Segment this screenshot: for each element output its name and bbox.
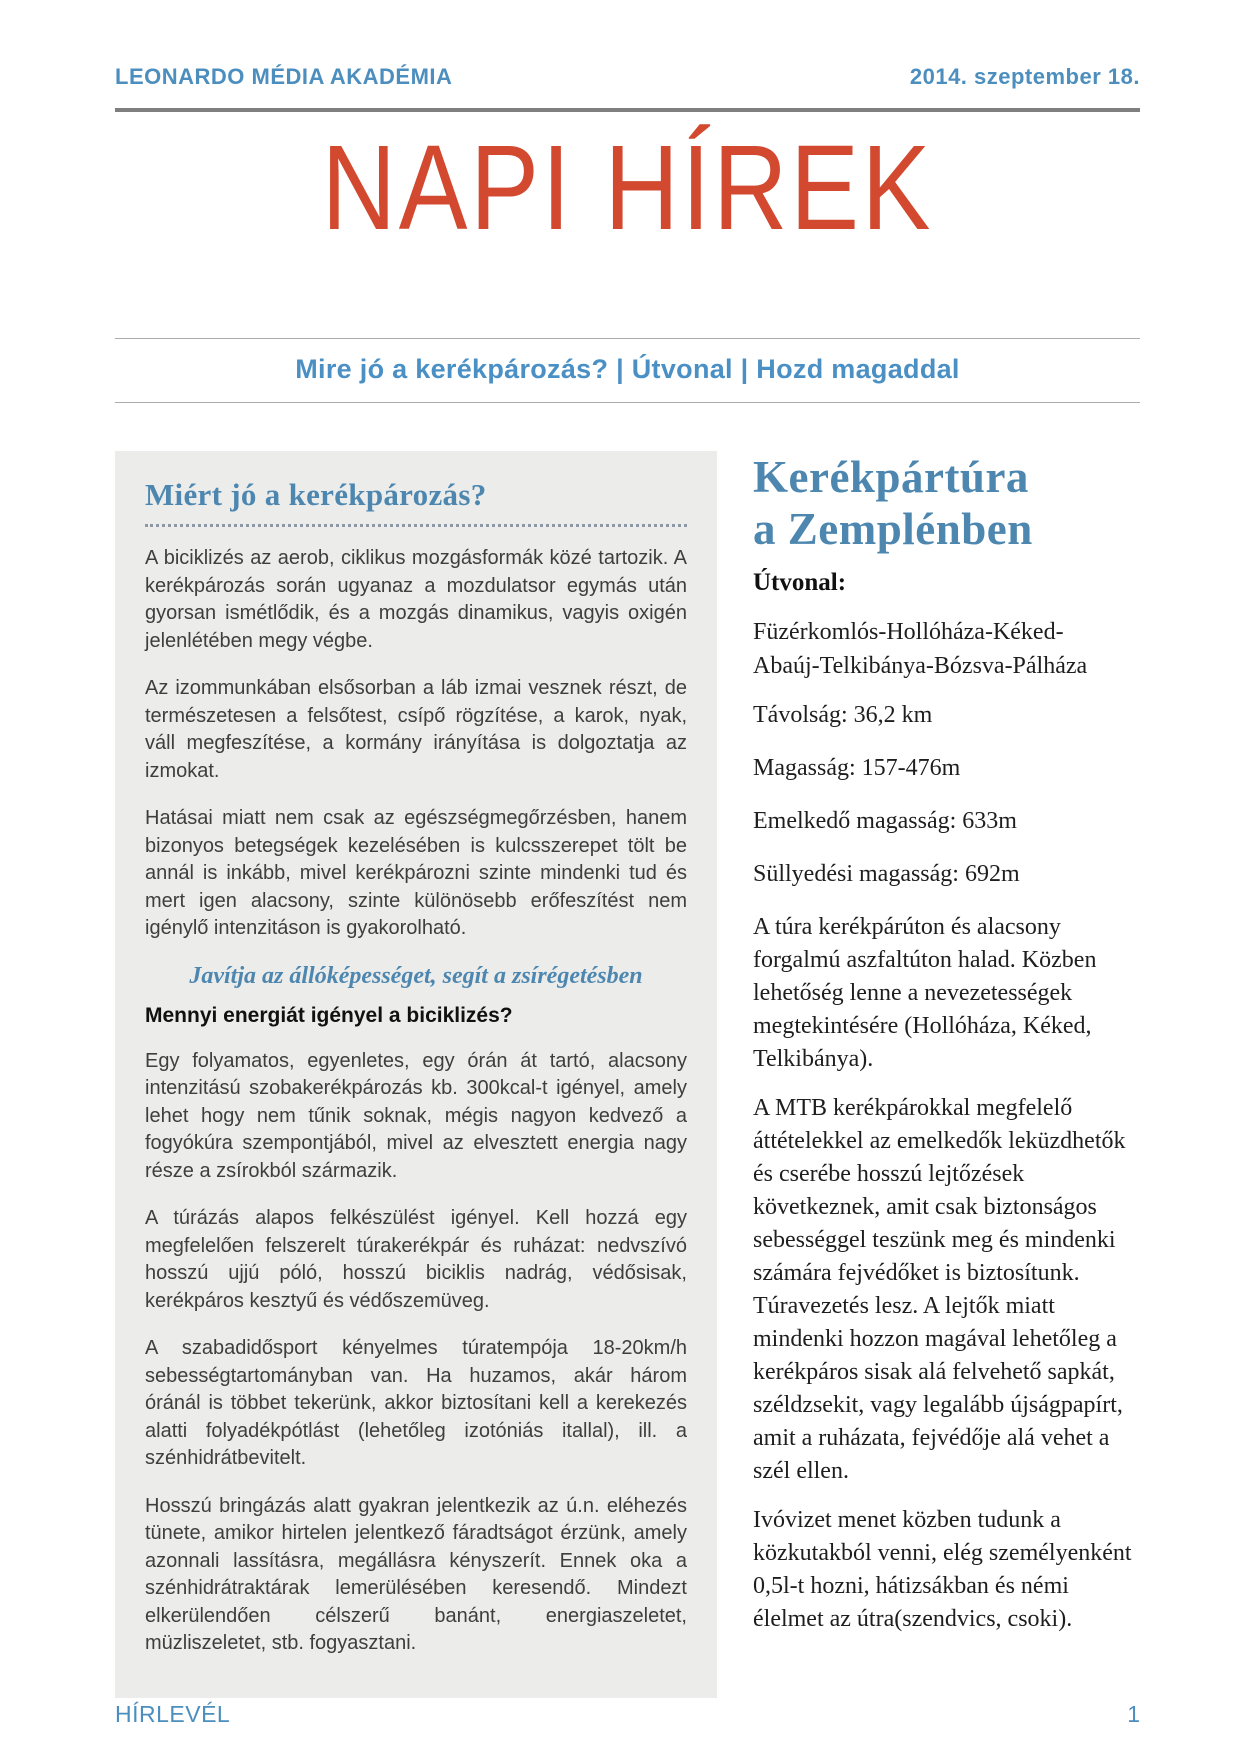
article-paragraph: Az izommunkában elsősorban a láb izmai vesznek részt, de természetesen a felsőtest, csípő rögzítése, a karok, nyak, váll megfeszítése, a kormány irányítása is dolgoztatja az izmokat. <box>145 677 687 782</box>
article-subheading: Mennyi energiát igényel a biciklizés? <box>145 1003 513 1027</box>
stat-ascent: Emelkedő magasság: 633m <box>753 808 1017 834</box>
masthead <box>115 119 1140 304</box>
stat-descent: Süllyedési magasság: 692m <box>753 861 1020 887</box>
page-header <box>115 0 1140 90</box>
pull-quote: Javítja az állóképességet, segít a zsírégetésben <box>189 962 643 989</box>
route-line: Abaúj-Telkibánya-Bózsva-Pálháza <box>753 653 1088 679</box>
stat-distance: Távolság: 36,2 km <box>753 702 933 728</box>
article-paragraph: Hosszú bringázás alatt gyakran jelentkezik az ú.n. eléhezés tünete, amikor hirtelen jelentkező fáradtságot érzünk, amely azonnali lassításra, megállásra kényszerít. Ennek oka a szénhidrátraktárak lemerülésében keresendő. Mindezt elkerülendően célszerű banánt, energiaszeletet, müzliszeletet, stb. fogyasztani. <box>145 1494 687 1654</box>
route-line: Füzérkomlós-Hollóháza-Kéked- <box>753 619 1064 645</box>
article-paragraph: A szabadidősport kényelmes túratempója 18-20km/h sebességtartományban van. Ha huzamos, akár három óránál is többet tekerünk, akkor biztosítani kell a kerekezés alatti folyadékpótlást (lehetőleg izotóniás itallal), ill. a szénhidrátbevitelt. <box>145 1337 687 1469</box>
sidebar-paragraph: Ivóvizet menet közben tudunk a közkutakból venni, elég személyenként 0,5l-t hozni, hátizsákban és némi élelmet az útra(szendvics, csoki). <box>753 1507 1132 1632</box>
article-heading: Miért jó a kerékpározás? <box>145 477 487 512</box>
article-paragraph: Egy folyamatos, egyenletes, egy órán át tartó, alacsony intenzitású szobakerékpározás kb. 300kcal-t igényel, amely lehet hogy nem tűnik soknak, mégis nagyon kedvező a fogyókúra szempontjából, mivel az elvesztett energia nagy része a zsírokból származik. <box>145 1049 687 1182</box>
heading-dotted-separator <box>145 524 687 527</box>
sidebar-paragraph: A túra kerékpárúton és alacsony forgalmú aszfaltúton halad. Közben lehetőség lenne a nevezetességek megtekintésére (Hollóháza, Kéked, Telkibánya). <box>753 914 1097 1072</box>
sidebar-article <box>753 451 1140 1698</box>
main-article <box>115 451 717 1698</box>
article-paragraph: A túrázás alapos felkészülést igényel. Kell hozzá egy megfelelően felszerelt túrakerékpár és ruházat: nedvszívó hosszú ujjú póló, hosszú biciklis nadrág, védősisak, kerékpáros kesztyű és védőszemüveg. <box>145 1207 687 1312</box>
article-paragraph: Hatásai miatt nem csak az egészségmegőrzésben, hanem bizonyos betegségek kezelésében is kulcsszerepet tölt be annál is inkább, mivel kerékpározni szinte mindenki tud és mert igen alacsony, szinte különösebb erőfeszítést nem igénylő intenzitáson is gyakorolható. <box>145 807 687 939</box>
route-description <box>753 615 1140 683</box>
page-number: 1 <box>1127 1701 1140 1727</box>
sidebar-heading-line: Kerékpártúra <box>753 452 1029 502</box>
sidebar-heading-line: a Zemplénben <box>753 504 1033 554</box>
page-footer <box>115 1701 1140 1728</box>
issue-date: 2014. szeptember 18. <box>909 64 1140 89</box>
article-paragraph: A biciklizés az aerob, ciklikus mozgásformák közé tartozik. A kerékpározás során ugyanaz a mozdulatsor egymás után gyorsan ismétlődik, és a mozgás dinamikus, vagyis oxigén jelenlétében megy végbe. <box>145 547 687 652</box>
subtitle-rule-bottom <box>115 402 1140 403</box>
route-label: Útvonal: <box>753 569 847 596</box>
stat-elevation-range: Magasság: 157-476m <box>753 755 961 781</box>
brand-name: LEONARDO MÉDIA AKADÉMIA <box>115 64 453 89</box>
sidebar-paragraph: A MTB kerékpárokkal megfelelő áttételekkel az emelkedők leküzdhetők és cserébe hosszú lejtőzések következnek, amit csak biztonságos sebességgel teszünk meg és mindenki számára fejvédőket is biztosítunk. Túravezetés lesz. A lejtők miatt mindenki hozzon magával lehetőleg a kerékpáros sisak alá felvehető sapkát, széldzsekit, vagy legalább újságpapírt, amit a ruházata, fejvédője alá vehet a szél ellen. <box>753 1095 1126 1484</box>
footer-label: HÍRLEVÉL <box>115 1701 231 1727</box>
subtitle-nav: Mire jó a kerékpározás? | Útvonal | Hozd magaddal <box>295 354 960 384</box>
article-columns <box>115 451 1140 1698</box>
sidebar-heading <box>753 451 1140 555</box>
header-rule <box>115 108 1140 112</box>
masthead-title: NAPI HÍREK <box>321 119 934 255</box>
